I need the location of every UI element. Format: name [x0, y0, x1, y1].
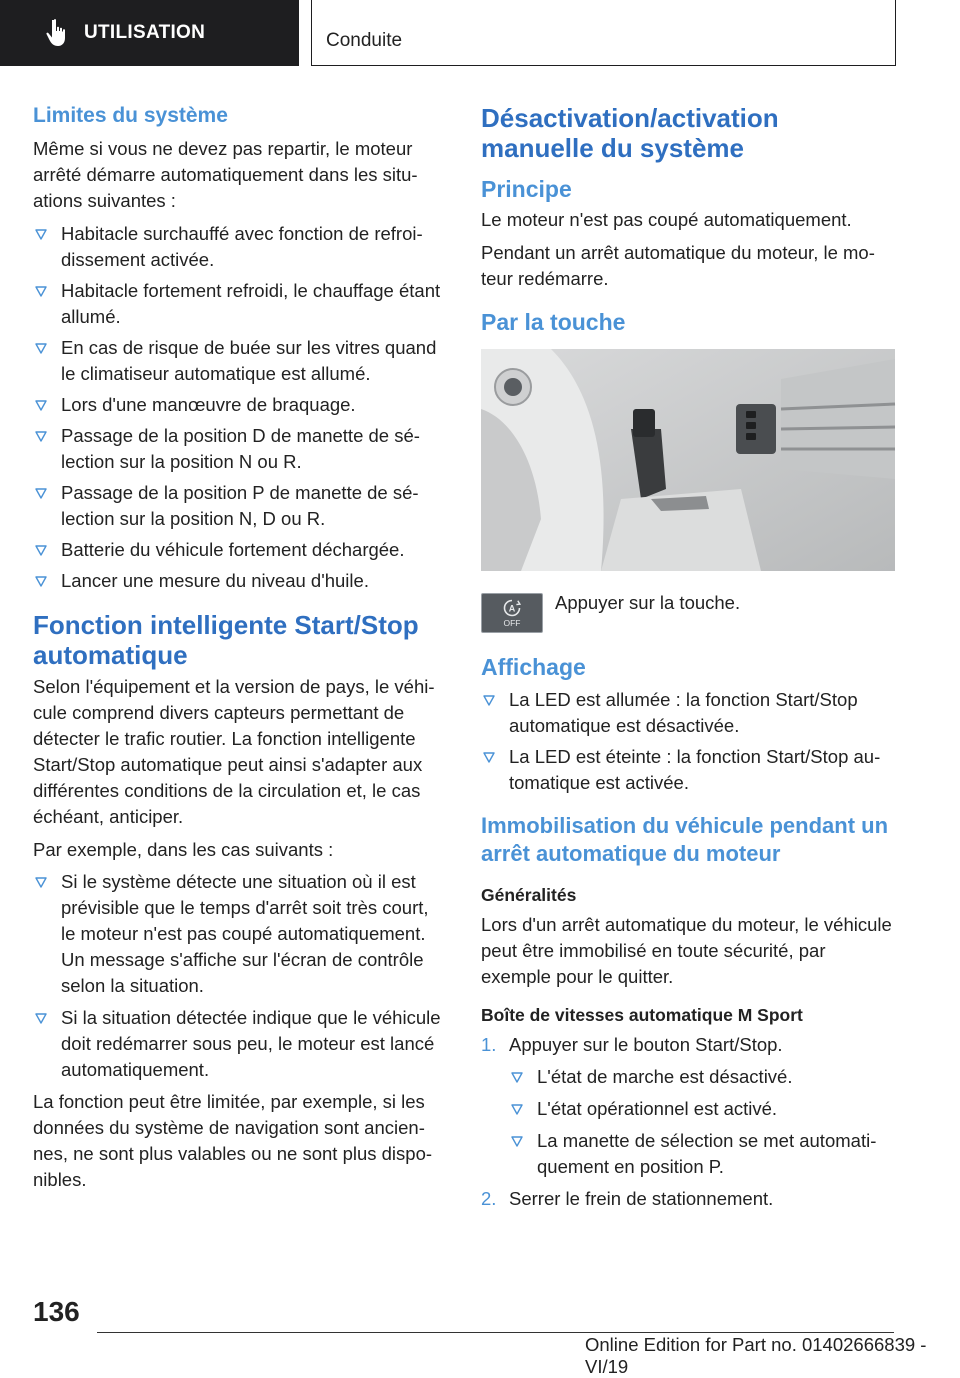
list-item [33, 392, 447, 418]
key-off-label: OFF [503, 618, 521, 628]
principle-text-1: Le moteur n'est pas coupé automatiquement. [481, 209, 852, 230]
triangle-bullet-icon [511, 1136, 523, 1147]
step-item [481, 1032, 895, 1180]
hand-pointer-icon [34, 11, 78, 55]
section-label: UTILISATION [84, 22, 206, 43]
left-column [33, 102, 447, 1193]
list-item-text: Batterie du véhicule fortement déchargée. [61, 539, 405, 560]
list-item [33, 335, 447, 387]
svg-text:A: A [508, 603, 516, 614]
principle-heading: Principe [481, 176, 572, 202]
list-item [33, 568, 447, 594]
list-item [509, 1064, 895, 1090]
triangle-bullet-icon [35, 545, 47, 556]
triangle-bullet-icon [35, 229, 47, 240]
list-item-text: Lors d'une manœuvre de braquage. [61, 394, 356, 415]
list-item-text: La LED est éteinte : la fonction Start/Stop automatique est activée. [509, 746, 881, 793]
chapter-label: Conduite [326, 30, 403, 51]
section-tab [0, 0, 299, 66]
list-item-text: Habitacle fortement refroidi, le chauffage étant allumé. [61, 280, 441, 327]
press-key-text: Appuyer sur la touche. [555, 592, 741, 613]
list-item [509, 1128, 895, 1180]
smart-list [33, 869, 447, 1083]
list-item [33, 221, 447, 273]
general-text: Lors d'un arrêt automatique du moteur, le véhicule peut être immobilisé en toute sécurité, par exemple pour le quitter. [481, 914, 892, 987]
list-item [33, 869, 447, 999]
smart-heading: Fonction intelligente Start/Stop automatique [33, 610, 419, 670]
list-item [33, 537, 447, 563]
limits-list [33, 221, 447, 594]
list-item [33, 278, 447, 330]
button-heading: Par la touche [481, 309, 626, 335]
step-text: Appuyer sur le bouton Start/Stop. [509, 1034, 783, 1055]
list-item-text: En cas de risque de buée sur les vitres quand le climatiseur automatique est allumé. [61, 337, 437, 384]
triangle-bullet-icon [35, 488, 47, 499]
list-item-text: Habitacle surchauffé avec fonction de refroidissement activée. [61, 223, 423, 270]
list-item [481, 687, 895, 739]
list-item-text: Lancer une mesure du niveau d'huile. [61, 570, 369, 591]
triangle-bullet-icon [511, 1104, 523, 1115]
manual-heading: Désactivation/activation manuelle du système [481, 103, 779, 163]
list-item-text: Passage de la position P de manette de sélection sur la position N, D ou R. [61, 482, 419, 529]
triangle-bullet-icon [511, 1072, 523, 1083]
step-sub-list [509, 1064, 895, 1180]
gearbox-heading: Boîte de vitesses automatique M Sport [481, 1005, 803, 1025]
list-item-text: Si la situation détectée indique que le véhicule doit redémarrer sous peu, le moteur est lancé automatiquement. [61, 1007, 441, 1080]
general-heading: Généralités [481, 885, 577, 905]
display-heading: Affichage [481, 654, 586, 680]
right-column [481, 102, 895, 1212]
steps-list [481, 1032, 895, 1212]
list-item-text: La manette de sélection se met automatiquement en position P. [537, 1130, 877, 1177]
list-item [481, 744, 895, 796]
limits-intro: Même si vous ne devez pas repartir, le moteur arrêté démarre automatiquement dans les situations suivantes : [33, 138, 418, 211]
list-item [33, 423, 447, 475]
auto-start-stop-off-button [481, 593, 543, 633]
list-item-text: Passage de la position D de manette de sélection sur la position N ou R. [61, 425, 420, 472]
triangle-bullet-icon [35, 286, 47, 297]
step-number: 2. [481, 1188, 497, 1209]
list-item-text: L'état de marche est désactivé. [537, 1066, 793, 1087]
triangle-bullet-icon [483, 695, 495, 706]
auto-start-stop-off-icon [492, 597, 532, 629]
smart-outro: La fonction peut être limitée, par exemple, si les données du système de navigation sont anciennes, ne sont plus valables ou ne sont plus disponibles. [33, 1091, 433, 1190]
step-text: Serrer le frein de stationnement. [509, 1188, 774, 1209]
triangle-bullet-icon [35, 343, 47, 354]
step-item [481, 1186, 895, 1212]
parking-heading: Immobilisation du véhicule pendant un arrêt automatique du moteur [481, 813, 889, 866]
page-header [0, 0, 960, 66]
key-row [481, 593, 895, 633]
footer-divider [97, 1332, 894, 1333]
list-item [509, 1096, 895, 1122]
triangle-bullet-icon [35, 877, 47, 888]
page-number: 136 [33, 1296, 80, 1327]
step-number: 1. [481, 1034, 497, 1055]
edition-text: Online Edition for Part no. 01402666839 - VI/19 [585, 1334, 927, 1377]
list-item [33, 1005, 447, 1083]
triangle-bullet-icon [35, 1013, 47, 1024]
triangle-bullet-icon [35, 576, 47, 587]
smart-example: Par exemple, dans les cas suivants : [33, 839, 334, 860]
list-item [33, 480, 447, 532]
smart-intro: Selon l'équipement et la version de pays, le véhicule comprend divers capteurs permettant de détecter le trafic routier. La fonction intelligente Start/Stop automatique peut ainsi s'adapter aux différentes conditions de la circulation et, le cas échéant, anticiper. [33, 676, 435, 827]
triangle-bullet-icon [35, 431, 47, 442]
principle-text-2: Pendant un arrêt automatique du moteur, le moteur redémarre. [481, 242, 875, 289]
list-item-text: L'état opérationnel est activé. [537, 1098, 778, 1119]
list-item-text: La LED est allumée : la fonction Start/Stop automatique est désactivée. [509, 689, 858, 736]
chapter-frame [311, 0, 896, 66]
triangle-bullet-icon [483, 752, 495, 763]
cockpit-photo [481, 349, 895, 571]
triangle-bullet-icon [35, 400, 47, 411]
display-list [481, 687, 895, 796]
list-item-text: Si le système détecte une situation où il est prévisible que le temps d'arrêt soit très court, le moteur n'est pas coupé automatiquement. Un message s'affiche sur l'écran de contrôle selon la situation. [61, 871, 429, 996]
limits-heading: Limites du système [33, 104, 228, 127]
